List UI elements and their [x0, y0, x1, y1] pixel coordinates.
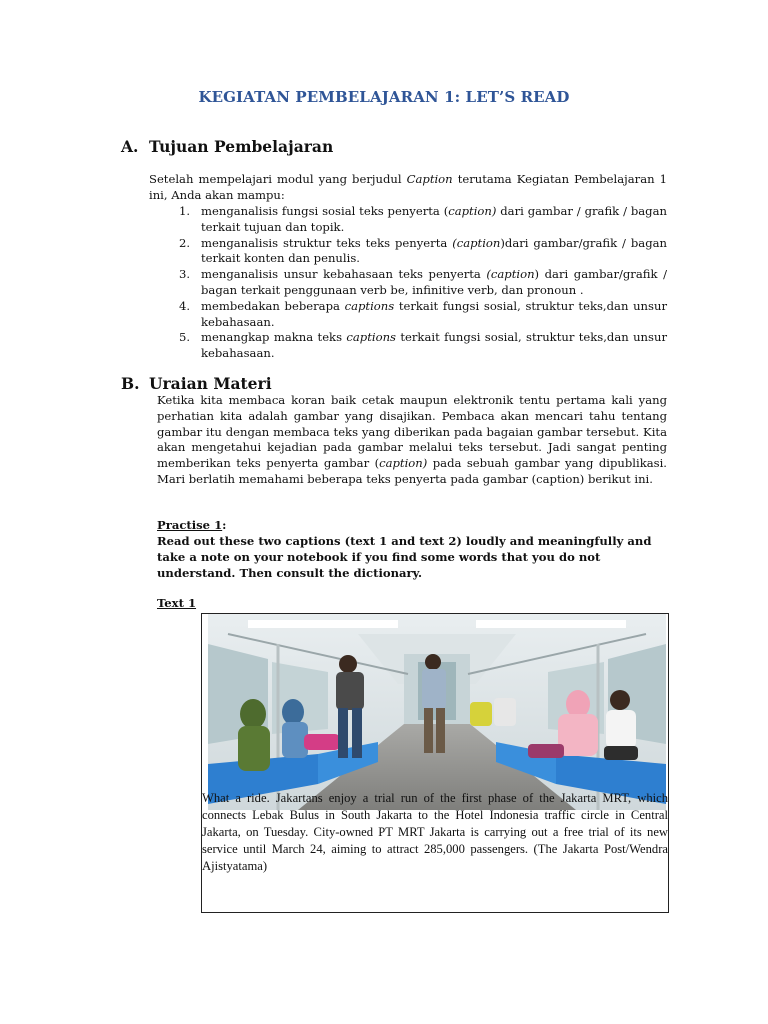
objective-number: 2. [179, 235, 191, 250]
objective-text-a: menganalisis unsur kebahasaan teks penyerta [201, 267, 487, 282]
objective-item [175, 204, 667, 236]
objective-text-a: menganalisis fungsi sosial teks penyerta ( [201, 204, 449, 218]
objectives-list [175, 204, 667, 362]
practise-label: Practise 1 [157, 518, 223, 532]
objective-text-a: membedakan beberapa [201, 298, 345, 313]
page-title: KEGIATAN PEMBELAJARAN 1: LET’S READ [198, 88, 570, 106]
practise-instructions: Read out these two captions (text 1 and text 2) loudly and meaningfully and take a note on your notebook if you find some words that you do not understand. Then consult the dictionary. [157, 534, 652, 580]
objective-number: 4. [179, 298, 191, 313]
objective-text-italic: caption) [448, 204, 497, 218]
objective-text-b: )dari gambar/grafik / bagan terkait konten dan penulis. [201, 235, 668, 266]
objective-item [175, 299, 667, 331]
photo-caption: What a ride. Jakartans enjoy a trial run of the first phase of the Jakarta MRT, which connects Lebak Bulus in South Jakarta to the Hotel Indonesia traffic circle in Central Jakarta, on Tuesday. City-owned PT MRT Jakarta is carrying out a free trial of its new service until March 24, aiming to attract 285,000 passengers. (The Jakarta Post/Wendra Ajistyatama) [202, 791, 668, 873]
practise-heading [157, 518, 667, 534]
objectives-intro [149, 172, 667, 204]
mrt-train-interior-photo [208, 614, 666, 810]
objective-text-italic: (caption [452, 235, 501, 250]
text1-label: Text 1 [157, 596, 197, 610]
objective-text-a: menangkap makna teks [201, 330, 347, 345]
objective-number: 1. [179, 204, 191, 218]
objective-item [175, 267, 667, 299]
section-b-heading [121, 374, 272, 393]
intro-text-1: Setelah mempelajari modul yang berjudul [149, 172, 407, 186]
practise-colon: : [222, 518, 227, 532]
section-a-title: Tujuan Pembelajaran [149, 137, 334, 156]
materi-paragraph [157, 393, 667, 488]
section-a-number: A. [121, 137, 139, 156]
section-a-heading [121, 137, 333, 156]
objective-text-b: terkait fungsi sosial, struktur teks,dan unsur kebahasaan. [201, 298, 667, 329]
materi-text-2: pada sebuah gambar yang dipublikasi. Mari berlatih memahami beberapa teks penyerta pada gambar (caption) berikut ini. [157, 456, 667, 486]
objective-number: 3. [179, 267, 191, 282]
objective-text-b: ) dari gambar/grafik / bagan terkait penggunaan verb be, infinitive verb, dan pronoun . [201, 267, 667, 297]
objective-item [175, 330, 667, 362]
objective-number: 5. [179, 330, 191, 345]
materi-caption-word: caption) [379, 456, 428, 471]
intro-text-2: terutama Kegiatan Pembelajaran 1 ini, Anda akan mampu: [149, 172, 667, 202]
intro-caption-word: Caption [406, 172, 453, 186]
materi-text-1: Ketika kita membaca koran baik cetak maupun elektronik tentu pertama kali yang perhatian kita adalah gambar yang disajikan. Pembaca akan mencari tahu tentang gambar itu dengan membaca teks yang diberikan pada bagaian gambar tersebut. Kita akan mengetahui kejadian pada gambar melalui teks tersebut. Jadi sangat penting memberikan teks penyerta gambar ( [157, 393, 667, 471]
objective-item [175, 236, 667, 268]
objective-text-italic: (caption [486, 267, 535, 282]
caption-figure-box [201, 613, 669, 913]
objective-text-a: menganalisis struktur teks teks penyerta [201, 235, 453, 250]
section-b-number: B. [121, 374, 140, 393]
objective-text-italic: captions [344, 298, 395, 313]
objective-text-b: dari gambar / grafik / bagan terkait tujuan dan topik. [201, 204, 667, 234]
section-b-title: Uraian Materi [149, 374, 272, 393]
objective-text-b: terkait fungsi sosial, struktur teks,dan unsur kebahasaan. [201, 330, 667, 361]
objective-text-italic: captions [346, 330, 396, 345]
